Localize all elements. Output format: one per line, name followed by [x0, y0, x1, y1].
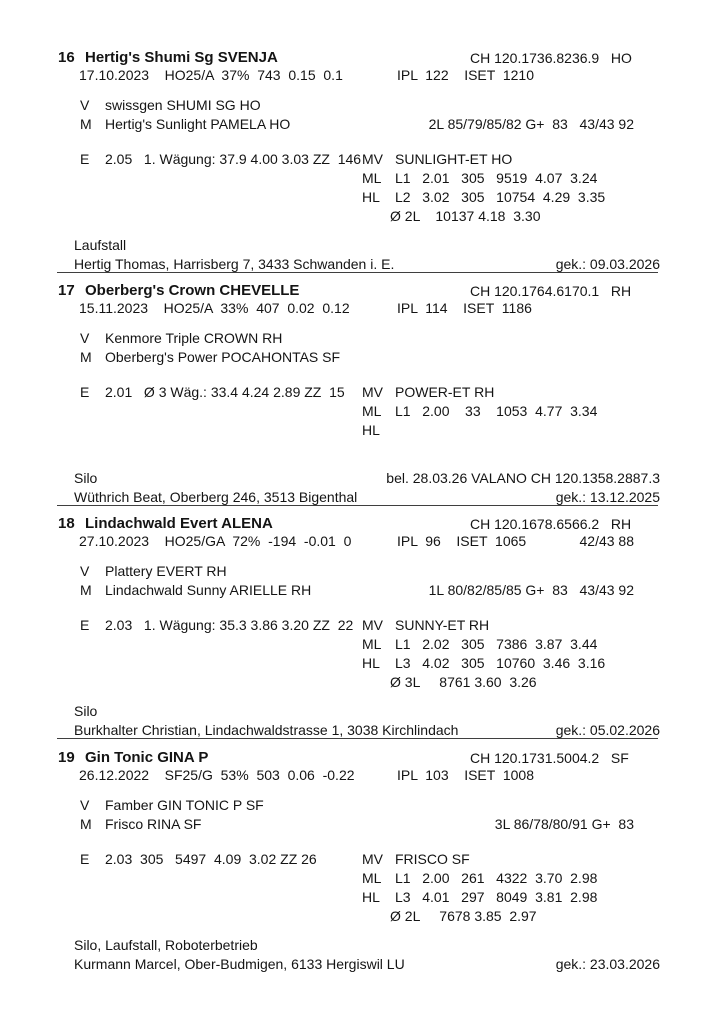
breeding-note: bel. 28.03.26 VALANO CH 120.1358.2887.3: [386, 470, 660, 486]
owner-address: Wüthrich Beat, Oberberg 246, 3513 Bigenthal: [74, 489, 358, 505]
registration-id: CH 120.1731.5004.2 SF: [470, 750, 629, 766]
stall-type: Silo: [74, 703, 98, 719]
e-values: 2.05 1. Wägung: 37.9 4.00 3.03 ZZ 146: [105, 151, 362, 167]
animal-name: Hertig's Shumi Sg SVENJA: [85, 49, 278, 66]
dam-rating: 1L 80/82/85/85 G+ 83 43/43 92: [428, 582, 634, 598]
sire-label: V: [80, 797, 90, 813]
hl-values: L3 4.02 305 10760 3.46 3.16: [395, 655, 606, 671]
mv-name: SUNNY-ET RH: [395, 617, 490, 633]
dam-name: Oberberg's Power POCAHONTAS SF: [105, 349, 341, 365]
ml-values: L1 2.00 33 1053 4.77 3.34: [395, 403, 598, 419]
dam-name: Frisco RINA SF: [105, 816, 202, 832]
lactation-average: Ø 2L 10137 4.18 3.30: [390, 208, 541, 224]
owner-address: Kurmann Marcel, Ober-Budmigen, 6133 Hergiswil LU: [74, 956, 405, 972]
registration-id: CH 120.1736.8236.9 HO: [470, 50, 632, 66]
registration-id: CH 120.1678.6566.2 RH: [470, 516, 632, 532]
e-label: E: [80, 851, 90, 867]
issue-date: gek.: 09.03.2026: [555, 256, 660, 272]
animal-name: Oberberg's Crown CHEVELLE: [85, 282, 300, 299]
dam-label: M: [80, 116, 92, 132]
stall-type: Silo: [74, 470, 98, 486]
sire-name: Plattery EVERT RH: [105, 563, 227, 579]
catalog-entry-17: [0, 283, 724, 516]
ml-label: ML: [362, 870, 382, 886]
sire-label: V: [80, 330, 90, 346]
stall-type: Silo, Laufstall, Roboterbetrieb: [74, 937, 258, 953]
birth-info: 17.10.2023 HO25/A 37% 743 0.15 0.1: [79, 67, 343, 83]
mv-name: SUNLIGHT-ET HO: [395, 151, 513, 167]
mv-label: MV: [362, 851, 383, 867]
ml-label: ML: [362, 403, 382, 419]
sire-label: V: [80, 97, 90, 113]
catalog-entry-18: [0, 516, 724, 749]
birth-info: 26.12.2022 SF25/G 53% 503 0.06 -0.22: [79, 767, 355, 783]
birth-info: 15.11.2023 HO25/A 33% 407 0.02 0.12: [79, 300, 350, 316]
ipl-iset-values: IPL 122 ISET 1210: [397, 67, 534, 83]
lactation-average: Ø 2L 7678 3.85 2.97: [390, 908, 537, 924]
lactation-average: Ø 3L 8761 3.60 3.26: [390, 674, 537, 690]
ipl-iset-values: IPL 96 ISET 1065: [397, 533, 527, 549]
hl-label: HL: [362, 189, 380, 205]
entry-divider: [57, 738, 658, 739]
ml-values: L1 2.00 261 4322 3.70 2.98: [395, 870, 598, 886]
ml-label: ML: [362, 636, 382, 652]
mv-label: MV: [362, 151, 383, 167]
dam-rating: 3L 86/78/80/91 G+ 83: [494, 816, 634, 832]
animal-name: Gin Tonic GINA P: [85, 749, 209, 766]
sire-name: swissgen SHUMI SG HO: [105, 97, 261, 113]
ipl-iset-values: IPL 103 ISET 1008: [397, 767, 534, 783]
mv-name: POWER-ET RH: [395, 384, 495, 400]
hl-label: HL: [362, 655, 380, 671]
dam-rating: 2L 85/79/85/82 G+ 83 43/43 92: [428, 116, 634, 132]
sire-name: Famber GIN TONIC P SF: [105, 797, 264, 813]
info-rating: 42/43 88: [579, 533, 634, 549]
dam-label: M: [80, 349, 92, 365]
birth-info: 27.10.2023 HO25/GA 72% -194 -0.01 0: [79, 533, 352, 549]
entry-number: 16: [58, 49, 75, 66]
sire-label: V: [80, 563, 90, 579]
entry-number: 19: [58, 749, 75, 766]
hl-values: L3 4.01 297 8049 3.81 2.98: [395, 889, 598, 905]
hl-label: HL: [362, 889, 380, 905]
hl-values: L2 3.02 305 10754 4.29 3.35: [395, 189, 606, 205]
ml-label: ML: [362, 170, 382, 186]
ml-values: L1 2.02 305 7386 3.87 3.44: [395, 636, 598, 652]
mv-label: MV: [362, 617, 383, 633]
stall-type: Laufstall: [74, 237, 127, 253]
entry-number: 17: [58, 282, 75, 299]
catalog-entry-16: [0, 50, 724, 283]
e-values: 2.01 Ø 3 Wäg.: 33.4 4.24 2.89 ZZ 15: [105, 384, 345, 400]
e-values: 2.03 1. Wägung: 35.3 3.86 3.20 ZZ 22: [105, 617, 354, 633]
e-label: E: [80, 151, 90, 167]
mv-label: MV: [362, 384, 383, 400]
entry-number: 18: [58, 515, 75, 532]
issue-date: gek.: 05.02.2026: [555, 722, 660, 738]
e-label: E: [80, 617, 90, 633]
ml-values: L1 2.01 305 9519 4.07 3.24: [395, 170, 598, 186]
e-values: 2.03 305 5497 4.09 3.02 ZZ 26: [105, 851, 317, 867]
dam-label: M: [80, 816, 92, 832]
issue-date: gek.: 13.12.2025: [555, 489, 660, 505]
dam-name: Hertig's Sunlight PAMELA HO: [105, 116, 291, 132]
animal-name: Lindachwald Evert ALENA: [85, 515, 273, 532]
issue-date: gek.: 23.03.2026: [555, 956, 660, 972]
registration-id: CH 120.1764.6170.1 RH: [470, 283, 632, 299]
owner-address: Burkhalter Christian, Lindachwaldstrasse 1, 3038 Kirchlindach: [74, 722, 459, 738]
catalog-entry-19: [0, 750, 724, 983]
dam-label: M: [80, 582, 92, 598]
e-label: E: [80, 384, 90, 400]
ipl-iset-values: IPL 114 ISET 1186: [397, 300, 532, 316]
owner-address: Hertig Thomas, Harrisberg 7, 3433 Schwanden i. E.: [74, 256, 395, 272]
entry-divider: [57, 272, 658, 273]
entry-divider: [57, 505, 658, 506]
hl-label: HL: [362, 422, 380, 438]
dam-name: Lindachwald Sunny ARIELLE RH: [105, 582, 312, 598]
sire-name: Kenmore Triple CROWN RH: [105, 330, 283, 346]
mv-name: FRISCO SF: [395, 851, 470, 867]
